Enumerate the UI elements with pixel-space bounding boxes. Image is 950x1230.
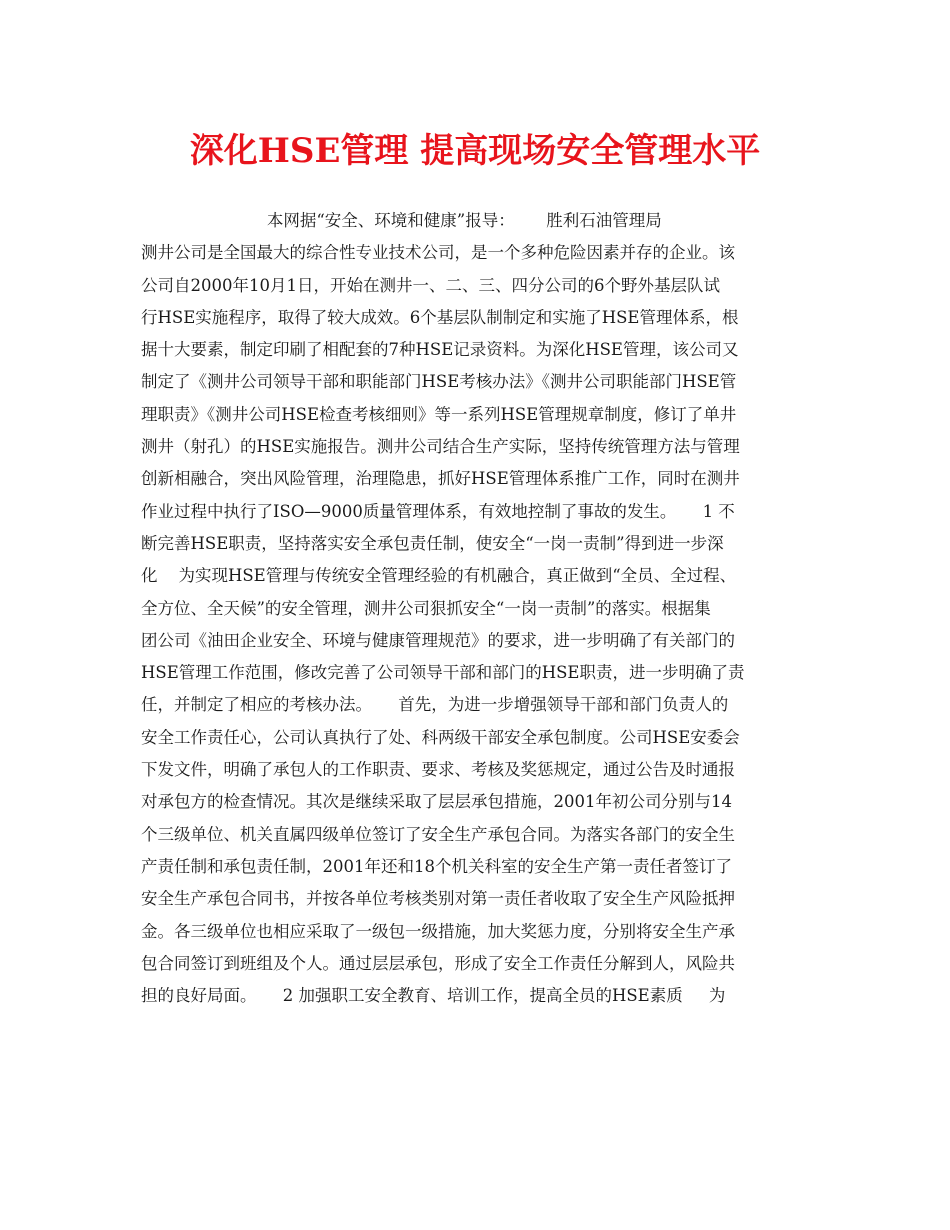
paragraph-line: 制定了《测井公司领导干部和职能部门HSE考核办法》《测井公司职能部门HSE管 bbox=[141, 372, 737, 392]
paragraph-line: 团公司《油田企业安全、环境与健康管理规范》的要求，进一步明确了有关部门的 bbox=[141, 630, 735, 650]
paragraph-line: 安全生产承包合同书，并按各单位考核类别对第一责任者收取了安全生产风险抵押 bbox=[141, 889, 735, 909]
paragraph-line: 下发文件，明确了承包人的工作职责、要求、考核及奖惩规定，通过公告及时通报 bbox=[141, 760, 735, 780]
paragraph-line: 对承包方的检查情况。其次是继续采取了层层承包措施，2001年初公司分别与14 bbox=[141, 792, 732, 812]
paragraph-line: 产责任制和承包责任制，2001年还和18个机关科室的安全生产第一责任者签订了 bbox=[141, 856, 732, 876]
paragraph-line: 作业过程中执行了ISO—9000质量管理体系，有效地控制了事故的发生。 1 不 bbox=[141, 501, 735, 521]
paragraph-line: HSE管理工作范围，修改完善了公司领导干部和部门的HSE职责，进一步明确了责 bbox=[141, 663, 745, 683]
document-title: 深化HSE管理 提高现场安全管理水平 bbox=[189, 131, 761, 171]
paragraph-line: 包合同签订到班组及个人。通过层层承包，形成了安全工作责任分解到人，风险共 bbox=[141, 953, 735, 973]
paragraph-line: 担的良好局面。 2 加强职工安全教育、培训工作，提高全员的HSE素质 为 bbox=[141, 986, 726, 1006]
paragraph-line: 理职责》《测井公司HSE检查考核细则》等一系列HSE管理规章制度，修订了单井 bbox=[141, 404, 737, 424]
paragraph-line: 化 为实现HSE管理与传统安全管理经验的有机融合，真正做到“全员、全过程、 bbox=[141, 566, 737, 586]
paragraph-line: 测井（射孔）的HSE实施报告。测井公司结合生产实际，坚持传统管理方法与管理 bbox=[141, 437, 740, 457]
paragraph-line: 公司自2000年10月1日，开始在测井一、二、三、四分公司的6个野外基层队试 bbox=[141, 275, 720, 295]
paragraph-line: 测井公司是全国最大的综合性专业技术公司，是一个多种危险因素并存的企业。该 bbox=[141, 243, 735, 263]
paragraph-line: 断完善HSE职责，坚持落实安全承包责任制，使安全“一岗一责制”得到进一步深 bbox=[141, 533, 724, 553]
paragraph-line: 任，并制定了相应的考核办法。 首先，为进一步增强领导干部和部门负责人的 bbox=[141, 695, 729, 715]
paragraph-line: 本网据“安全、环境和健康”报导： 胜利石油管理局 bbox=[141, 211, 662, 230]
paragraph-line: 个三级单位、机关直属四级单位签订了安全生产承包合同。为落实各部门的安全生 bbox=[141, 824, 735, 844]
paragraph-line: 安全工作责任心，公司认真执行了处、科两级干部安全承包制度。公司HSE安委会 bbox=[141, 727, 740, 747]
paragraph-line: 据十大要素，制定印刷了相配套的7种HSE记录资料。为深化HSE管理，该公司又 bbox=[141, 340, 739, 360]
paragraph-line: 金。各三级单位也相应采取了一级包一级措施，加大奖惩力度，分别将安全生产承 bbox=[141, 921, 735, 941]
paragraph-line: 行HSE实施程序，取得了较大成效。6个基层队制制定和实施了HSE管理体系，根 bbox=[141, 307, 739, 327]
document-body bbox=[141, 205, 823, 1012]
paragraph-line: 创新相融合，突出风险管理，治理隐患，抓好HSE管理体系推广工作，同时在测井 bbox=[141, 469, 740, 489]
paragraph-line: 全方位、全天候”的安全管理，测井公司狠抓安全“一岗一责制”的落实。根据集 bbox=[141, 598, 711, 618]
